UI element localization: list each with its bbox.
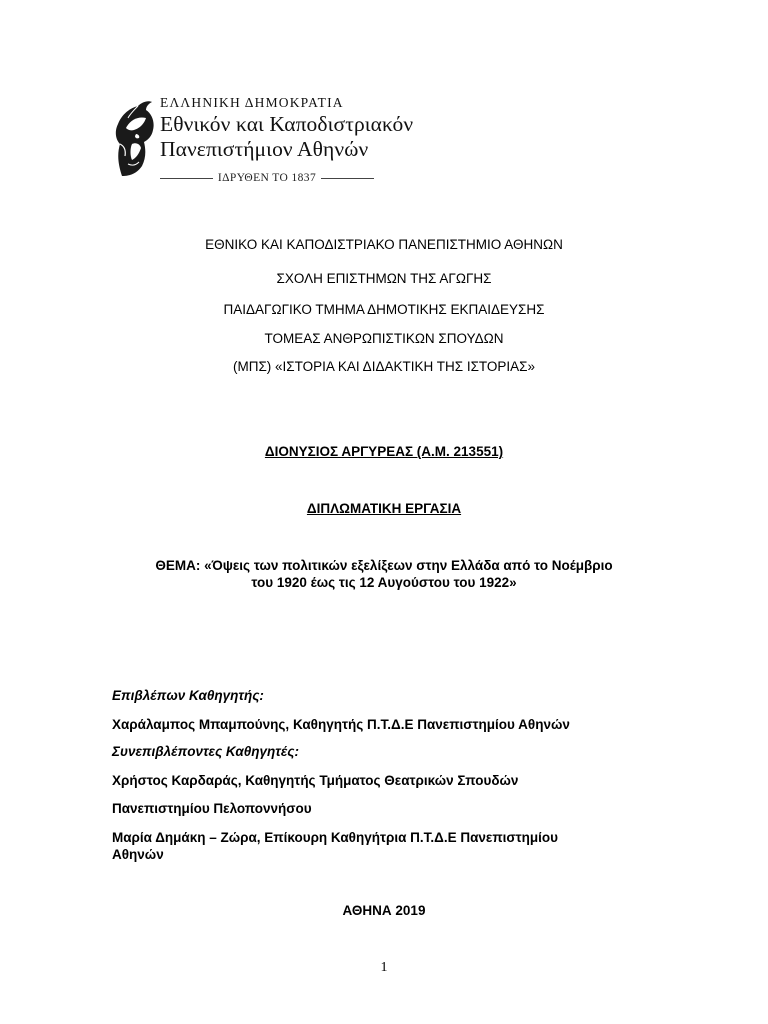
logo-text (160, 94, 413, 162)
athena-head-emblem-icon (108, 98, 158, 180)
co-supervisor-1-line1: Χρήστος Καρδαράς, Καθηγητής Τμήματος Θεατρικών Σπουδών (112, 773, 519, 788)
header-university: ΕΘΝΙΚΟ ΚΑΙ ΚΑΠΟΔΙΣΤΡΙΑΚΟ ΠΑΝΕΠΙΣΤΗΜΙΟ ΑΘΗΝΩΝ (205, 237, 563, 252)
university-logo (108, 94, 428, 190)
thesis-topic-line2: του 1920 έως τις 12 Αυγούστου του 1922» (251, 575, 517, 590)
logo-university-line1: Εθνικόν και Καποδιστριακόν (160, 112, 414, 136)
co-supervisor-1-line2: Πανεπιστημίου Πελοποννήσου (112, 801, 312, 816)
logo-rule-right (321, 178, 374, 179)
logo-founded-row (160, 172, 374, 184)
thesis-topic-line1: ΘΕΜΑ: «Όψεις των πολιτικών εξελίξεων στην Ελλάδα από το Νοέμβριο (155, 558, 613, 573)
page-number: 1 (380, 960, 388, 975)
co-supervisor-2-line2: Αθηνών (112, 847, 164, 862)
header-school: ΣΧΟΛΗ ΕΠΙΣΤΗΜΩΝ ΤΗΣ ΑΓΩΓΗΣ (276, 271, 492, 286)
logo-rule-left (160, 178, 213, 179)
logo-founded: ΙΔΡΥΘΕΝ ΤΟ 1837 (217, 172, 317, 184)
co-supervisors-label: Συνεπιβλέποντες Καθηγητές: (112, 744, 299, 759)
thesis-topic (100, 557, 668, 591)
document-type: ΔΙΠΛΩΜΑΤΙΚΗ ΕΡΓΑΣΙΑ (306, 501, 462, 516)
logo-university-line2: Πανεπιστήμιον Αθηνών (160, 137, 369, 161)
author-name: ΔΙΟΝΥΣΙΟΣ ΑΡΓΥΡΕΑΣ (Α.Μ. 213551) (264, 444, 504, 459)
header-sector: ΤΟΜΕΑΣ ΑΝΘΡΩΠΙΣΤΙΚΩΝ ΣΠΟΥΔΩΝ (264, 331, 504, 346)
supervisor-name: Χαράλαμπος Μπαμπούνης, Καθηγητής Π.Τ.Δ.Ε Πανεπιστημίου Αθηνών (112, 717, 570, 732)
logo-republic: ΕΛΛΗΝΙΚΗ ΔΗΜΟΚΡΑΤΙΑ (160, 95, 344, 110)
supervisor-label: Επιβλέπων Καθηγητής: (112, 688, 264, 703)
place-year: ΑΘΗΝΑ 2019 (342, 903, 426, 918)
co-supervisor-2-line1: Μαρία Δημάκη – Ζώρα, Επίκουρη Καθηγήτρια Π.Τ.Δ.Ε Πανεπιστημίου (112, 830, 559, 845)
header-department: ΠΑΙΔΑΓΩΓΙΚΟ ΤΜΗΜΑ ΔΗΜΟΤΙΚΗΣ ΕΚΠΑΙΔΕΥΣΗΣ (223, 302, 545, 317)
header-program: (ΜΠΣ) «ΙΣΤΟΡΙΑ ΚΑΙ ΔΙΔΑΚΤΙΚΗ ΤΗΣ ΙΣΤΟΡΙΑΣ» (232, 359, 536, 374)
